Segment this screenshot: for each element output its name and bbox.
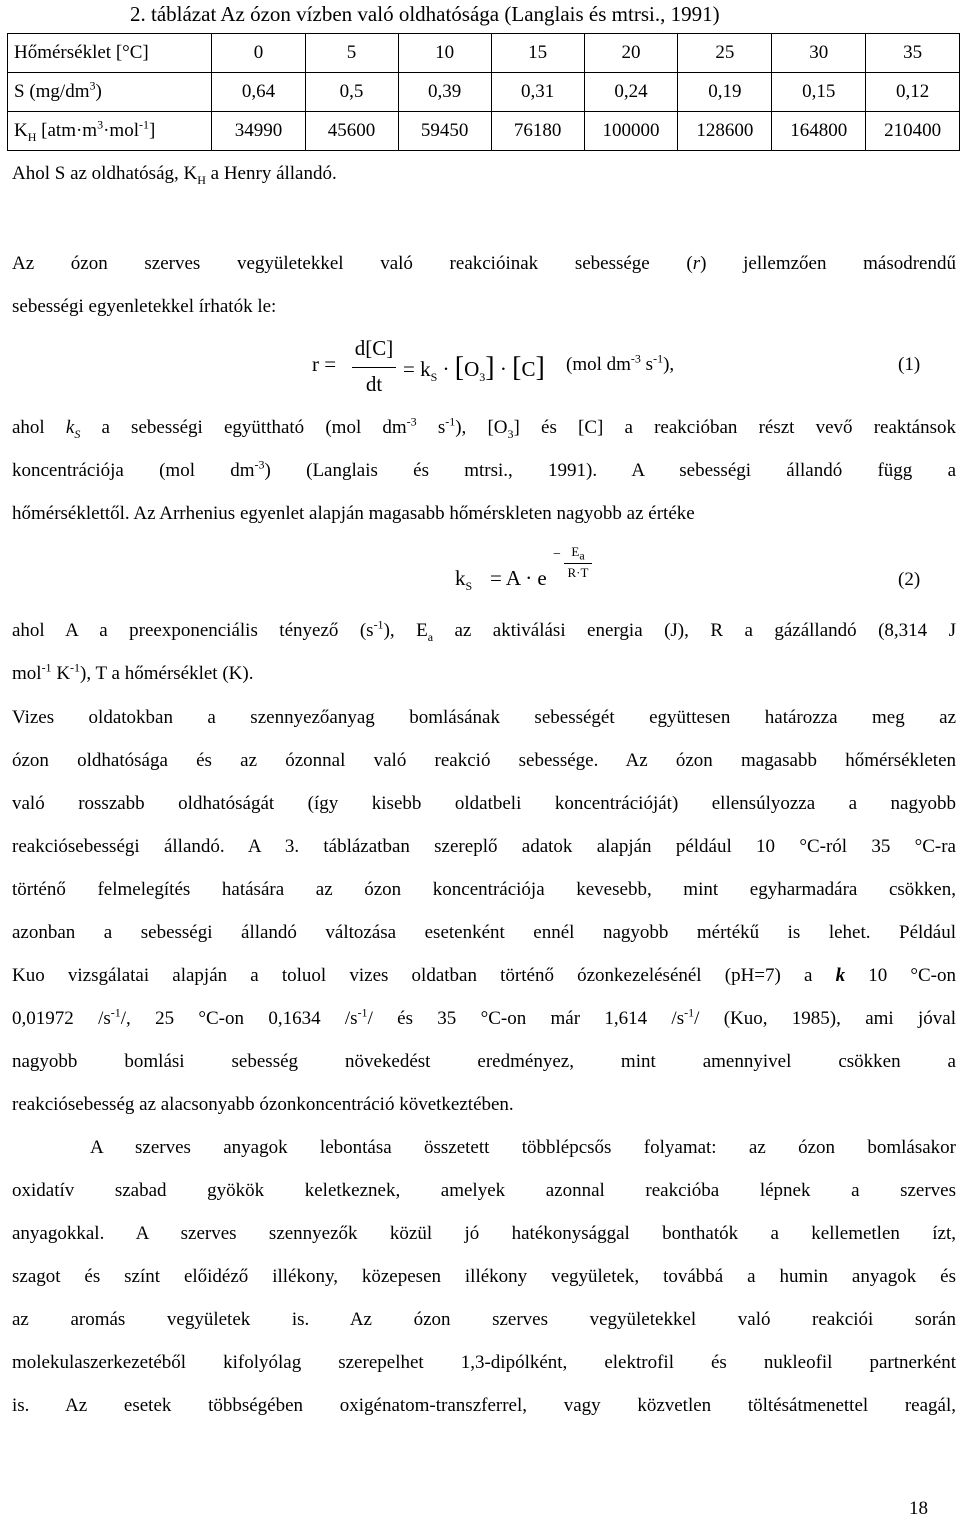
table-row: [8, 73, 960, 112]
eq2-exp-line: [564, 563, 592, 564]
eq2-exp-minus: −: [553, 547, 561, 562]
table-cell: 128600: [678, 112, 772, 151]
eq2-lhs: $k_S$: [455, 566, 473, 594]
paragraph-4-line: ózon oldhatósága és az ózonnal való reakció sebessége. Az ózon magasabb hőmérsékleten: [12, 750, 956, 771]
table-cell: 0,5: [305, 73, 398, 112]
table-row: [8, 34, 960, 73]
eq1-fraction-line: [352, 367, 396, 368]
paragraph-4-line: reakciósebességi állandó. A 3. táblázatban szereplő adatok alapján például 10 °C-ról 35 °C-ra: [12, 836, 956, 857]
eq1-numerator: d[C]: [354, 336, 394, 360]
table-cell: 5: [305, 34, 398, 73]
table-cell: 76180: [491, 112, 584, 151]
table-cell: 0,39: [398, 73, 491, 112]
table-cell: 0,64: [212, 73, 305, 112]
paragraph-5-line: az aromás vegyületek is. Az ózon szerves vegyületekkel való reakciói során: [12, 1309, 956, 1330]
paragraph-4-line: való rosszabb oldhatóságát (így kisebb oldatbeli koncentrációját) ellensúlyozza a nagyobb: [12, 793, 956, 814]
paragraph-4-line: Kuo vizsgálatai alapján a toluol vizes oldatban történő ózonkezelésénél (pH=7) a k 10 °C-on: [12, 965, 956, 986]
eq1-label: (1): [898, 354, 921, 375]
table-note: Ahol S az oldhatóság, $K_H$ a Henry állandó.: [12, 163, 337, 187]
table-cell: 30: [772, 34, 866, 73]
table-cell: 25: [678, 34, 772, 73]
paragraph-5-line: oxidatív szabad gyökök keletkeznek, amelyek azonnal reakcióba lépnek a szerves: [12, 1180, 956, 1201]
paragraph-5-line: molekulaszerkezetéből kifolyólag szerepelhet 1,3-dipólként, elektrofil és nukleofil partnerként: [12, 1352, 956, 1373]
table-cell: 210400: [866, 112, 960, 151]
table-cell: 0,19: [678, 73, 772, 112]
table-caption: 2. táblázat Az ózon vízben való oldhatósága (Langlais és mtrsi., 1991): [130, 2, 720, 26]
paragraph-2-line-3: hőmérséklettől. Az Arrhenius egyenlet alapján magasabb hőmérskleten nagyobb az értéke: [12, 503, 695, 524]
paragraph-4-line: történő felmelegítés hatására az ózon koncentrációja kevesebb, mint egyharmadára csökken,: [12, 879, 956, 900]
paragraph-2-line-1: ahol $k_S$ a sebességi együttható (mol $dm^{-3}$ $s^{-1}$), $[O_3]$ és [C] a reakcióban részt vevő reaktánsok: [12, 414, 956, 441]
table-cell: 20: [584, 34, 678, 73]
ozone-solubility-table: [7, 33, 960, 151]
table-cell: 100000: [584, 112, 678, 151]
eq2-rhs: = A · e: [490, 566, 547, 590]
paragraph-4-line: 0,01972 $/s^{-1}/$, 25 °C-on 0,1634 $/s^{-1}/$ és 35 °C-on már 1,614 $/s^{-1}/$ (Kuo, 1985), ami jóval: [12, 1005, 956, 1029]
eq2-exponent: [564, 544, 592, 584]
eq2-label: (2): [898, 569, 921, 590]
paragraph-5-line: anyagokkal. A szerves szennyezők közül jó hatékonysággal bonthatók a kellemetlen ízt,: [12, 1223, 956, 1244]
table-cell: 45600: [305, 112, 398, 151]
row-label-solubility: S $(mg/dm^3)$: [8, 73, 212, 112]
paragraph-4-line: Vizes oldatokban a szennyezőanyag bomlásának sebességét együttesen határozza meg az: [12, 707, 956, 728]
table-cell: 0,31: [491, 73, 584, 112]
paragraph-3-line-2: mol$^{-1}$ $K^{-1}$), T a hőmérséklet (K).: [12, 660, 254, 684]
table-cell: 0,12: [866, 73, 960, 112]
table-cell: 0: [212, 34, 305, 73]
paragraph-3-line-1: ahol A a preexponenciális tényező $(s^{-1})$, $E_a$ az aktiválási energia (J), R a gázállandó (8,314 J: [12, 617, 957, 644]
eq1-denominator: dt: [365, 372, 383, 396]
eq1-rhs: = $k_S \cdot [O_3] \cdot [C]$: [403, 352, 545, 385]
table-cell: 10: [398, 34, 491, 73]
eq1-fraction: [352, 336, 396, 400]
table-cell: 15: [491, 34, 584, 73]
page-number: 18: [909, 1498, 928, 1519]
paragraph-4-line: azonban a sebességi állandó változása esetenként ennél nagyobb mértékű is lehet. Például: [12, 922, 956, 943]
table-cell: 59450: [398, 112, 491, 151]
paragraph-1-line-2: sebességi egyenletekkel írhatók le:: [12, 296, 277, 317]
table-cell: 0,15: [772, 73, 866, 112]
paragraph-4-line: reakciósebesség az alacsonyabb ózonkoncentráció következtében.: [12, 1094, 514, 1115]
paragraph-5-line: is. Az esetek többségében oxigénatom-transzferrel, vagy közvetlen töltésátmenettel reagál,: [12, 1395, 956, 1416]
table-cell: 0,24: [584, 73, 678, 112]
table-row: [8, 112, 960, 151]
table-cell: 35: [866, 34, 960, 73]
table-cell: 164800: [772, 112, 866, 151]
paragraph-1-line-1: Az ózon szerves vegyületekkel való reakcióinak sebessége (r) jellemzően másodrendű: [12, 253, 956, 274]
eq1-r: r =: [312, 352, 337, 376]
eq2-exp-denominator: R·T: [567, 565, 589, 580]
paragraph-4-line: nagyobb bomlási sebesség növekedést eredményez, mint amennyivel csökken a: [12, 1051, 956, 1072]
paragraph-5-line: A szerves anyagok lebontása összetett többlépcsős folyamat: az ózon bomlásakor: [90, 1137, 956, 1158]
table-cell: 34990: [212, 112, 305, 151]
eq1-unit: (mol $dm^{-3}$ $s^{-1}$),: [566, 351, 675, 375]
row-label-henry-constant: $K_H$ $[atm\cdot m^3\cdot mol^{-1}]$: [8, 112, 212, 151]
paragraph-5-line: szagot és színt előidéző illékony, közepesen illékony vegyületek, továbbá a humin anyagok és: [12, 1266, 956, 1287]
row-label-temperature: Hőmérséklet [°C]: [8, 34, 212, 73]
eq2-exp-numerator: $E_a$: [571, 544, 585, 563]
paragraph-2-line-2: koncentrációja (mol $dm^{-3}$) (Langlais és mtrsi., 1991). A sebességi állandó függ a: [12, 457, 957, 481]
